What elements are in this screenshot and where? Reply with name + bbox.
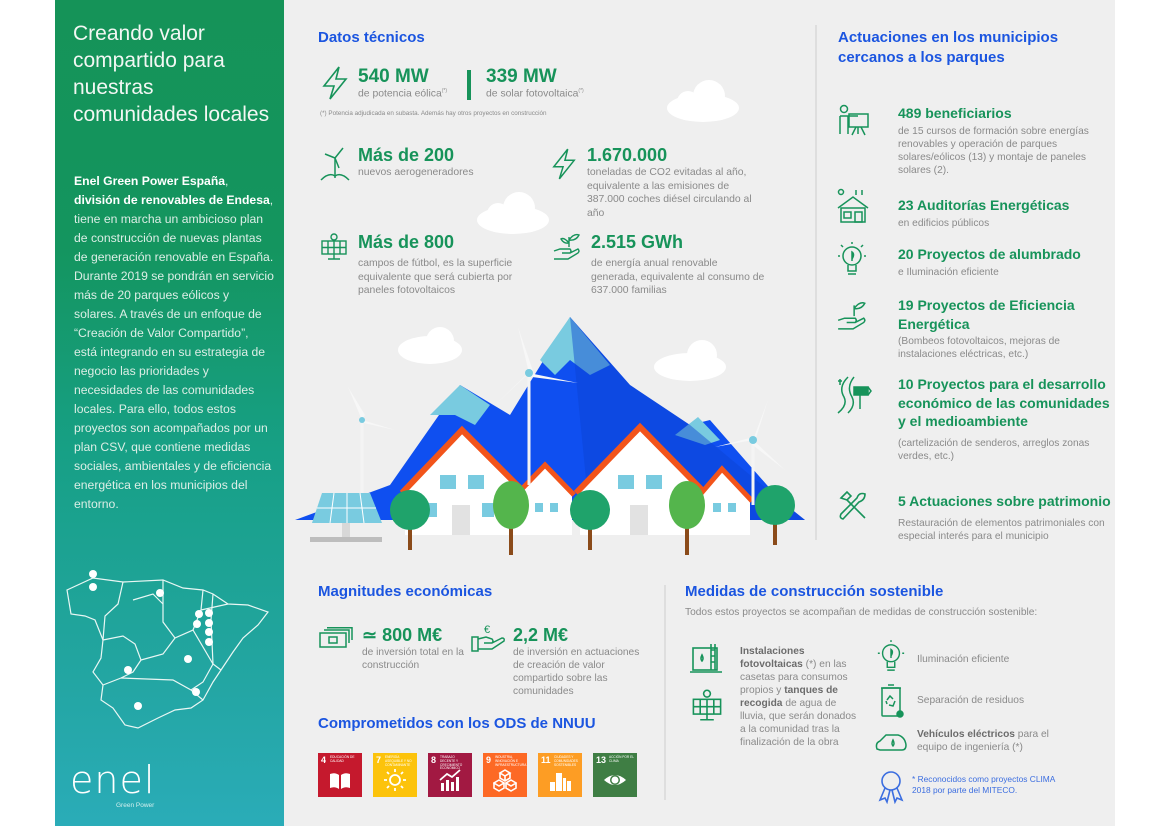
section-title-datos-tecnicos: Datos técnicos bbox=[318, 29, 425, 46]
enel-logo: enel Green Power bbox=[70, 758, 156, 809]
wind-turbine-icon bbox=[319, 146, 351, 182]
cloud-icon bbox=[664, 78, 742, 124]
hammer-wrench-icon bbox=[837, 490, 869, 522]
teacher-board-icon bbox=[836, 104, 870, 138]
ods-goal-7: 7 ENERGÍA ASEQUIBLE Y NO CONTAMINANTE bbox=[373, 753, 417, 797]
solar-value: 339 MW bbox=[486, 66, 557, 87]
lightning-icon bbox=[321, 66, 349, 100]
stat-gwh: 2.515 GWh de energía anual renovable generada, equivalente al consumo de 637.000 familias bbox=[591, 232, 765, 296]
medida-fotovoltaicas-tanques: Instalaciones fotovoltaicas (*) en las casetas para consumos propios y tanques de recogida de agua de lluvia, que serán donados a la comunidad tras la finalización de la obra bbox=[740, 646, 857, 748]
actuacion-item: 489 beneficiarios de 15 cursos de formación sobre energías renovables y operación de parques solares/eólicos (13) y montaje de paneles solares (2). bbox=[898, 105, 1089, 176]
footnote: (*) Potencia adjudicada en subasta. Además hay otros proyectos en construcción bbox=[320, 110, 547, 117]
medida-vehiculos: Vehículos eléctricos para el equipo de ingeniería (*) bbox=[917, 729, 1049, 753]
award-ribbon-icon bbox=[876, 770, 906, 804]
electric-car-icon bbox=[874, 731, 908, 755]
ods-goal-13: 13 ACCIÓN POR EL CLIMA bbox=[593, 753, 637, 797]
medidas-subtitle: Todos estos proyectos se acompañan de medidas de construcción sostenible: bbox=[685, 607, 1038, 618]
actuacion-item: 19 Proyectos de Eficiencia Energética (Bombeos fotovoltaicos, mejoras de instalaciones eléctricas, etc.) bbox=[898, 297, 1075, 360]
section-title-ods: Comprometidos con los ODS de NNUU bbox=[318, 715, 596, 732]
ods-goal-4: 4 EDUCACIÓN DE CALIDAD bbox=[318, 753, 362, 797]
stat-campos: Más de 800 campos de fútbol, es la superficie equivalente que será cubierta por paneles fotovoltaicos bbox=[358, 232, 513, 296]
cloud-icon bbox=[474, 190, 552, 236]
solar-panel-icon bbox=[689, 688, 725, 722]
ods-goal-9: 9 INDUSTRIA, INNOVACIÓN E INFRAESTRUCTURA bbox=[483, 753, 527, 797]
section-title-actuaciones: Actuaciones en los municipios cercanos a los parques bbox=[838, 29, 1059, 66]
solar-panel-icon bbox=[319, 231, 349, 261]
hand-plant-icon bbox=[836, 298, 868, 332]
medida-iluminacion: Iluminación eficiente bbox=[917, 654, 1010, 665]
lightning-icon bbox=[551, 148, 577, 180]
eolica-label: de potencia eólica(*) bbox=[358, 88, 448, 100]
stat-inversion-csv: 2,2 M€ de inversión en actuaciones de creación de valor compartido sobre las comunidades bbox=[513, 625, 640, 697]
stat-co2: 1.670.000 toneladas de CO2 evitadas al año, equivalente a las emisiones de 387.000 coches diésel circulando al año bbox=[587, 145, 752, 219]
actuacion-item: 10 Proyectos para el desarrollo económico de las comunidades y el medioambiente (cartelización de senderos, arreglos zonas verdes, etc.) bbox=[898, 376, 1110, 462]
divider bbox=[815, 25, 817, 540]
water-tank-icon bbox=[689, 642, 725, 674]
actuacion-item: 5 Actuaciones sobre patrimonio Restauración de elementos patrimoniales con especial interés para el municipio bbox=[898, 493, 1111, 542]
sidebar-panel bbox=[55, 0, 284, 826]
spain-map bbox=[63, 560, 273, 740]
solar-label: de solar fotovoltaica(*) bbox=[486, 88, 584, 100]
lightbulb-leaf-icon bbox=[876, 638, 906, 676]
money-bills-icon bbox=[318, 627, 354, 649]
hand-plant-icon bbox=[552, 231, 582, 261]
section-title-medidas: Medidas de construcción sostenible bbox=[685, 583, 944, 600]
house-solar-icon bbox=[836, 188, 870, 224]
medida-residuos: Separación de residuos bbox=[917, 695, 1025, 706]
ods-goals bbox=[318, 753, 637, 797]
actuacion-item: 20 Proyectos de alumbrado e Iluminación eficiente bbox=[898, 246, 1081, 278]
ods-goal-11: 11 CIUDADES Y COMUNIDADES SOSTENIBLES bbox=[538, 753, 582, 797]
landscape-illustration bbox=[290, 305, 810, 555]
eolica-value: 540 MW bbox=[358, 66, 429, 87]
clima-award-note: * Reconocidos como proyectos CLIMA 2018 por parte del MITECO. bbox=[912, 774, 1055, 795]
divider bbox=[467, 70, 471, 100]
stat-aerogeneradores: Más de 200 nuevos aerogeneradores bbox=[358, 145, 474, 178]
ods-goal-8: 8 TRABAJO DECENTE Y CRECIMIENTO ECONÓMICO bbox=[428, 753, 472, 797]
intro-bold-division: división de renovables de Endesa bbox=[74, 193, 270, 207]
section-title-magnitudes: Magnitudes económicas bbox=[318, 583, 493, 600]
intro-body: , tiene en marcha un ambicioso plan de construcción de nuevas plantas de generación renovable en España. Durante 2019 se pondrán en servicio más de 20 parques eólicos y solares. A través de un enfoque de “Creación de Valor Compartido”, está integrando en su estrategia de negocio las prioridades y necesidades de las comunidades locales. Para ello, todos estos proyectos son acompañados por un plan CSV, que contiene medidas sociales, ambientales y de eficiencia energética en los municipios del entorno. bbox=[74, 193, 274, 511]
actuacion-item: 23 Auditorías Energéticas en edificios públicos bbox=[898, 197, 1070, 229]
trail-sign-icon bbox=[834, 375, 872, 415]
sidebar-title: Creando valor compartido para nuestras comunidades locales bbox=[73, 22, 270, 126]
hand-euro-icon bbox=[470, 623, 506, 653]
svg-text:€: € bbox=[484, 624, 491, 636]
sidebar-intro: Enel Green Power España, división de renovables de Endesa, tiene en marcha un ambicioso plan de construcción de nuevas plantas de generación renovable en España. Durante 2019 se pondrán en servicio más de 20 parques eólicos y solares. A través de un enfoque de “Creación de Valor Compartido”, está integrando en su estrategia de negocio las prioridades y necesidades de las comunidades locales. Para ello, todos estos proyectos son acompañados por un plan CSV, que contiene medidas sociales, ambientales y de eficiencia energética en los municipios del entorno. bbox=[74, 174, 274, 511]
logo-subtitle: Green Power bbox=[116, 802, 155, 809]
divider bbox=[664, 585, 666, 800]
recycle-bin-icon bbox=[880, 684, 904, 718]
lightbulb-leaf-icon bbox=[836, 241, 868, 279]
intro-bold-company: Enel Green Power España bbox=[74, 174, 226, 188]
stat-inversion-total: ≃ 800 M€ de inversión total en la construcción bbox=[362, 625, 464, 671]
